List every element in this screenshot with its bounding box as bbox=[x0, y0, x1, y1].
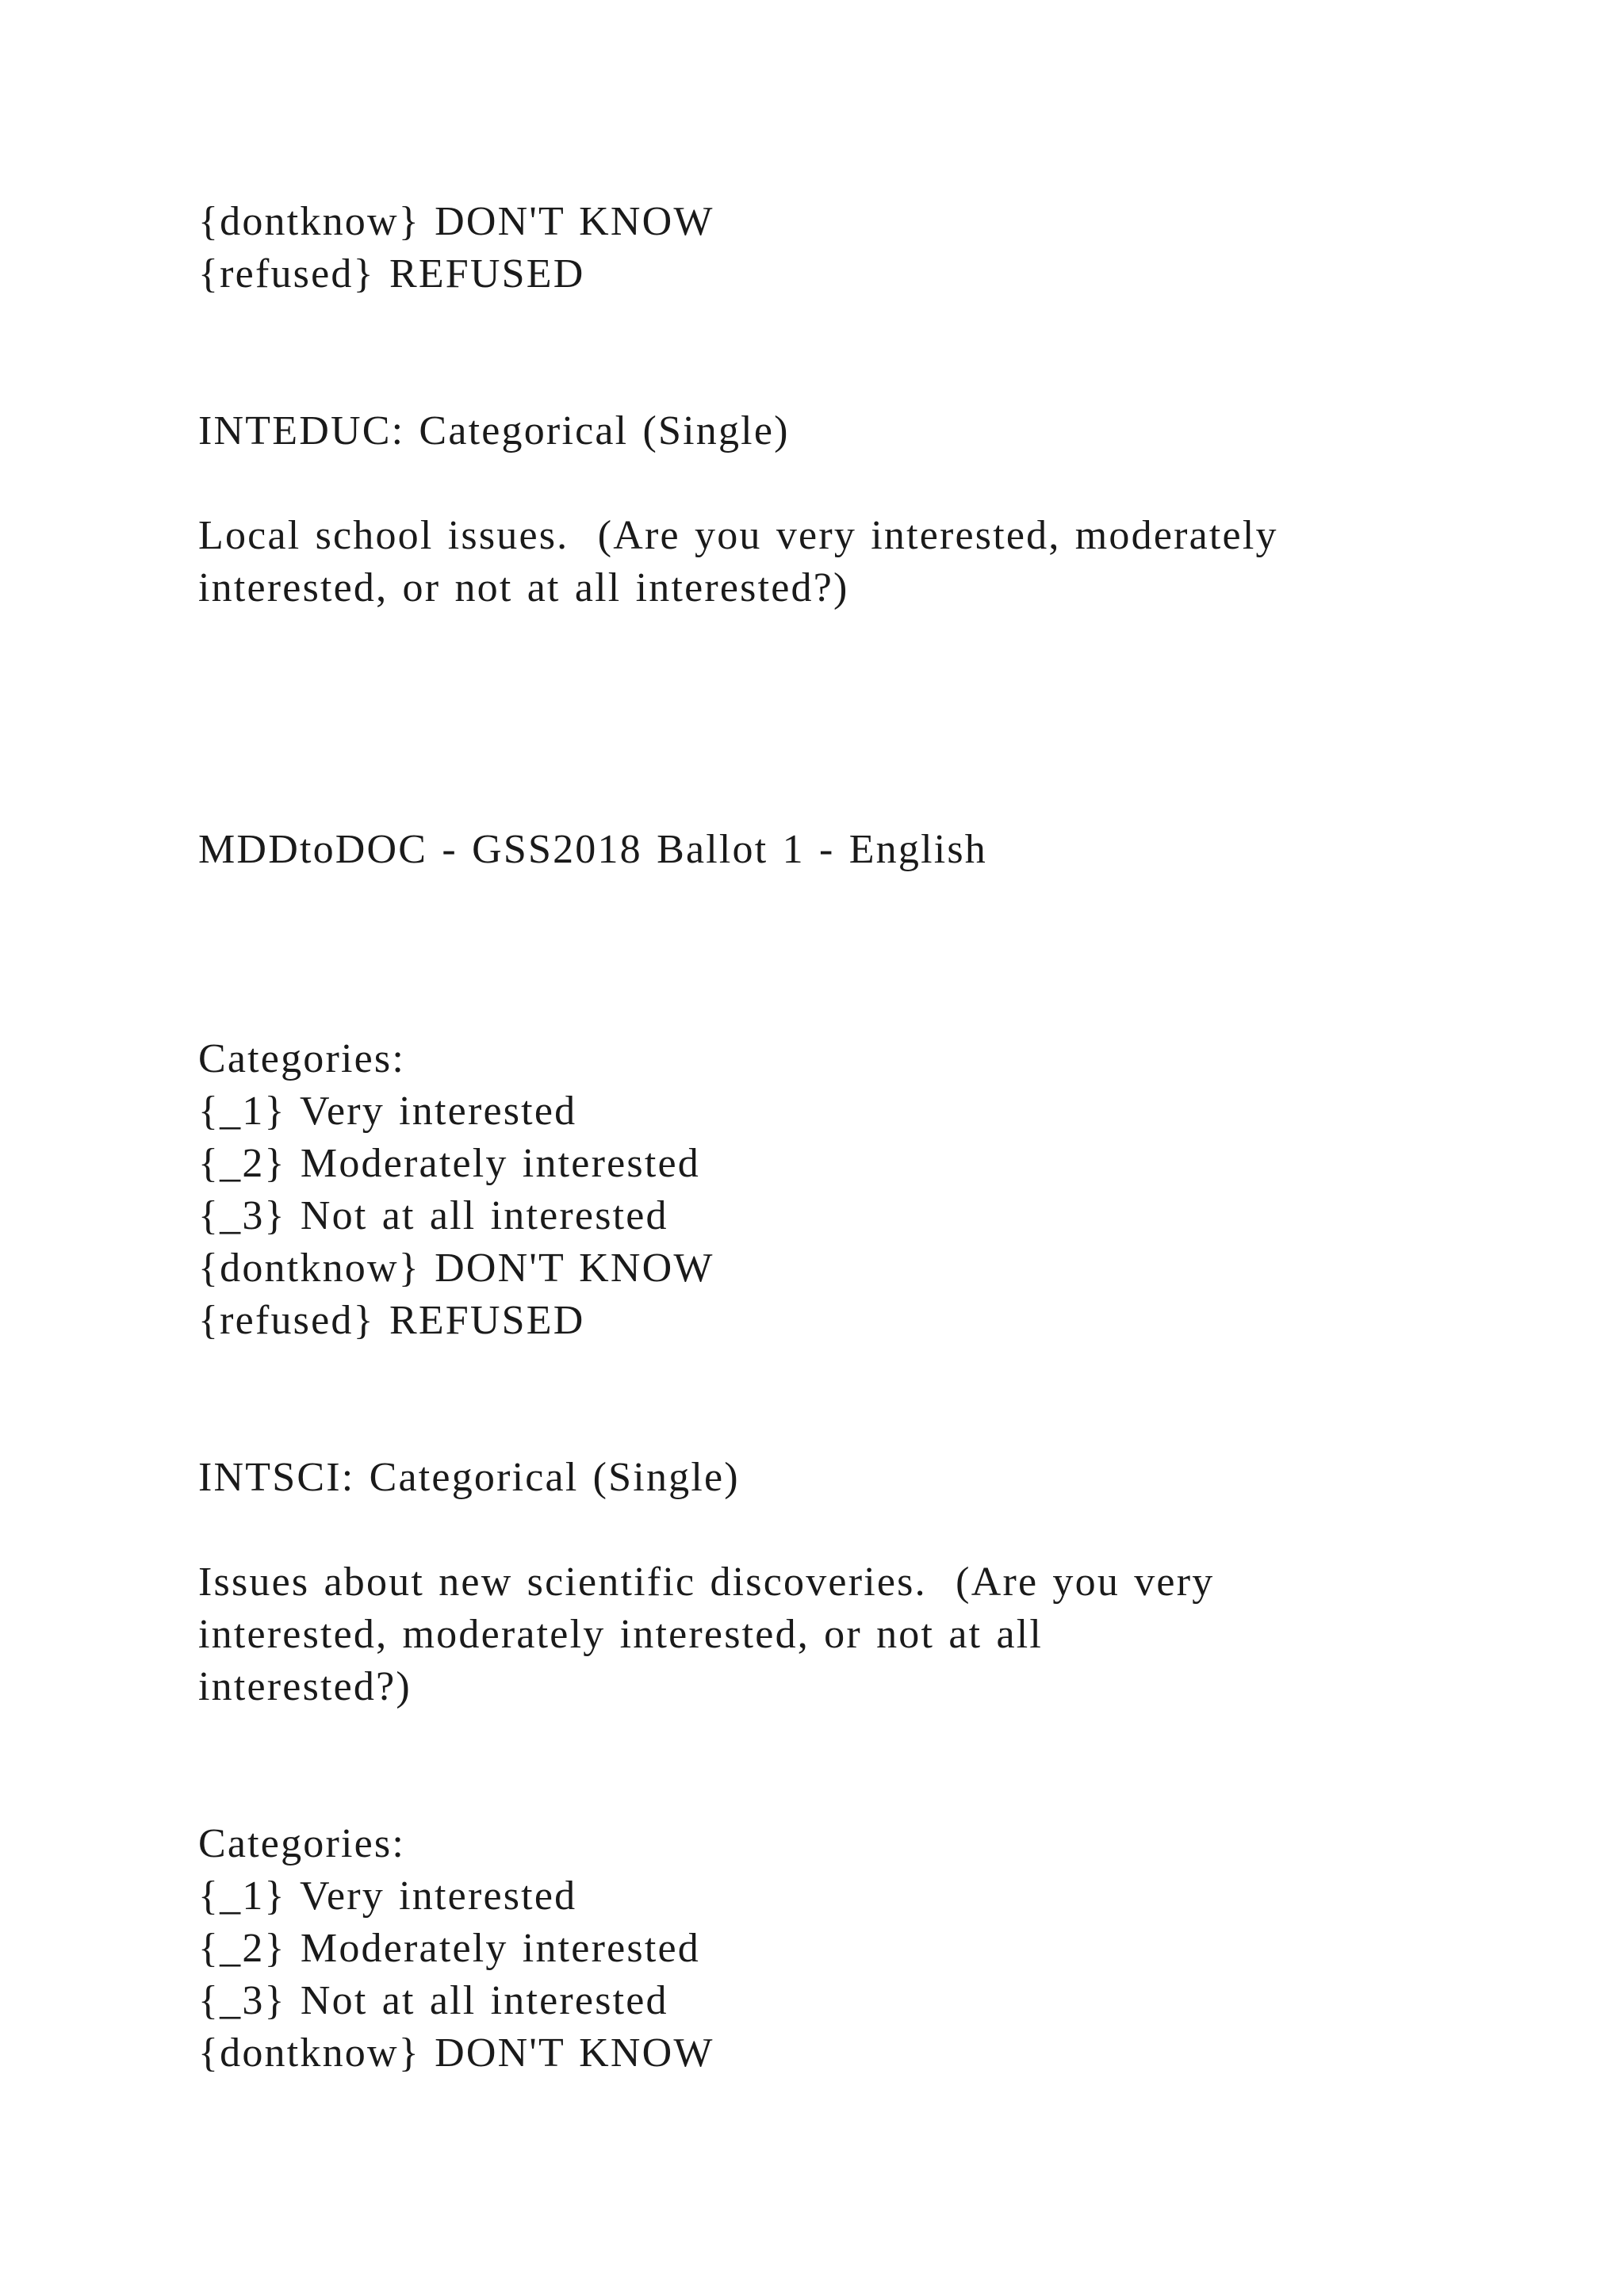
question-text-line: interested, moderately interested, or not at all bbox=[198, 1612, 1044, 1657]
category-item: {_2} Moderately interested bbox=[198, 1926, 700, 1971]
category-item: {_3} Not at all interested bbox=[198, 1978, 668, 2023]
category-item: {dontknow} DON'T KNOW bbox=[198, 2030, 714, 2076]
category-item: {dontknow} DON'T KNOW bbox=[198, 1246, 714, 1291]
question-text-line: interested?) bbox=[198, 1664, 412, 1709]
category-item: {_3} Not at all interested bbox=[198, 1193, 668, 1238]
document-title: MDDtoDOC - GSS2018 Ballot 1 - English bbox=[198, 827, 988, 872]
question-header-inteduc: INTEDUC: Categorical (Single) bbox=[198, 408, 790, 453]
option-refused: {refused} REFUSED bbox=[198, 251, 585, 297]
question-text-line: interested, or not at all interested?) bbox=[198, 565, 849, 610]
category-item: {_2} Moderately interested bbox=[198, 1141, 700, 1186]
category-item: {refused} REFUSED bbox=[198, 1298, 585, 1343]
category-item: {_1} Very interested bbox=[198, 1089, 577, 1134]
question-text-line: Issues about new scientific discoveries. (Are you very bbox=[198, 1559, 1215, 1605]
question-text-line: Local school issues. (Are you very interested, moderately bbox=[198, 513, 1278, 558]
category-item: {_1} Very interested bbox=[198, 1873, 577, 1919]
question-header-intsci: INTSCI: Categorical (Single) bbox=[198, 1455, 740, 1500]
option-dontknow: {dontknow} DON'T KNOW bbox=[198, 199, 714, 244]
categories-label: Categories: bbox=[198, 1821, 406, 1866]
categories-label: Categories: bbox=[198, 1036, 406, 1081]
